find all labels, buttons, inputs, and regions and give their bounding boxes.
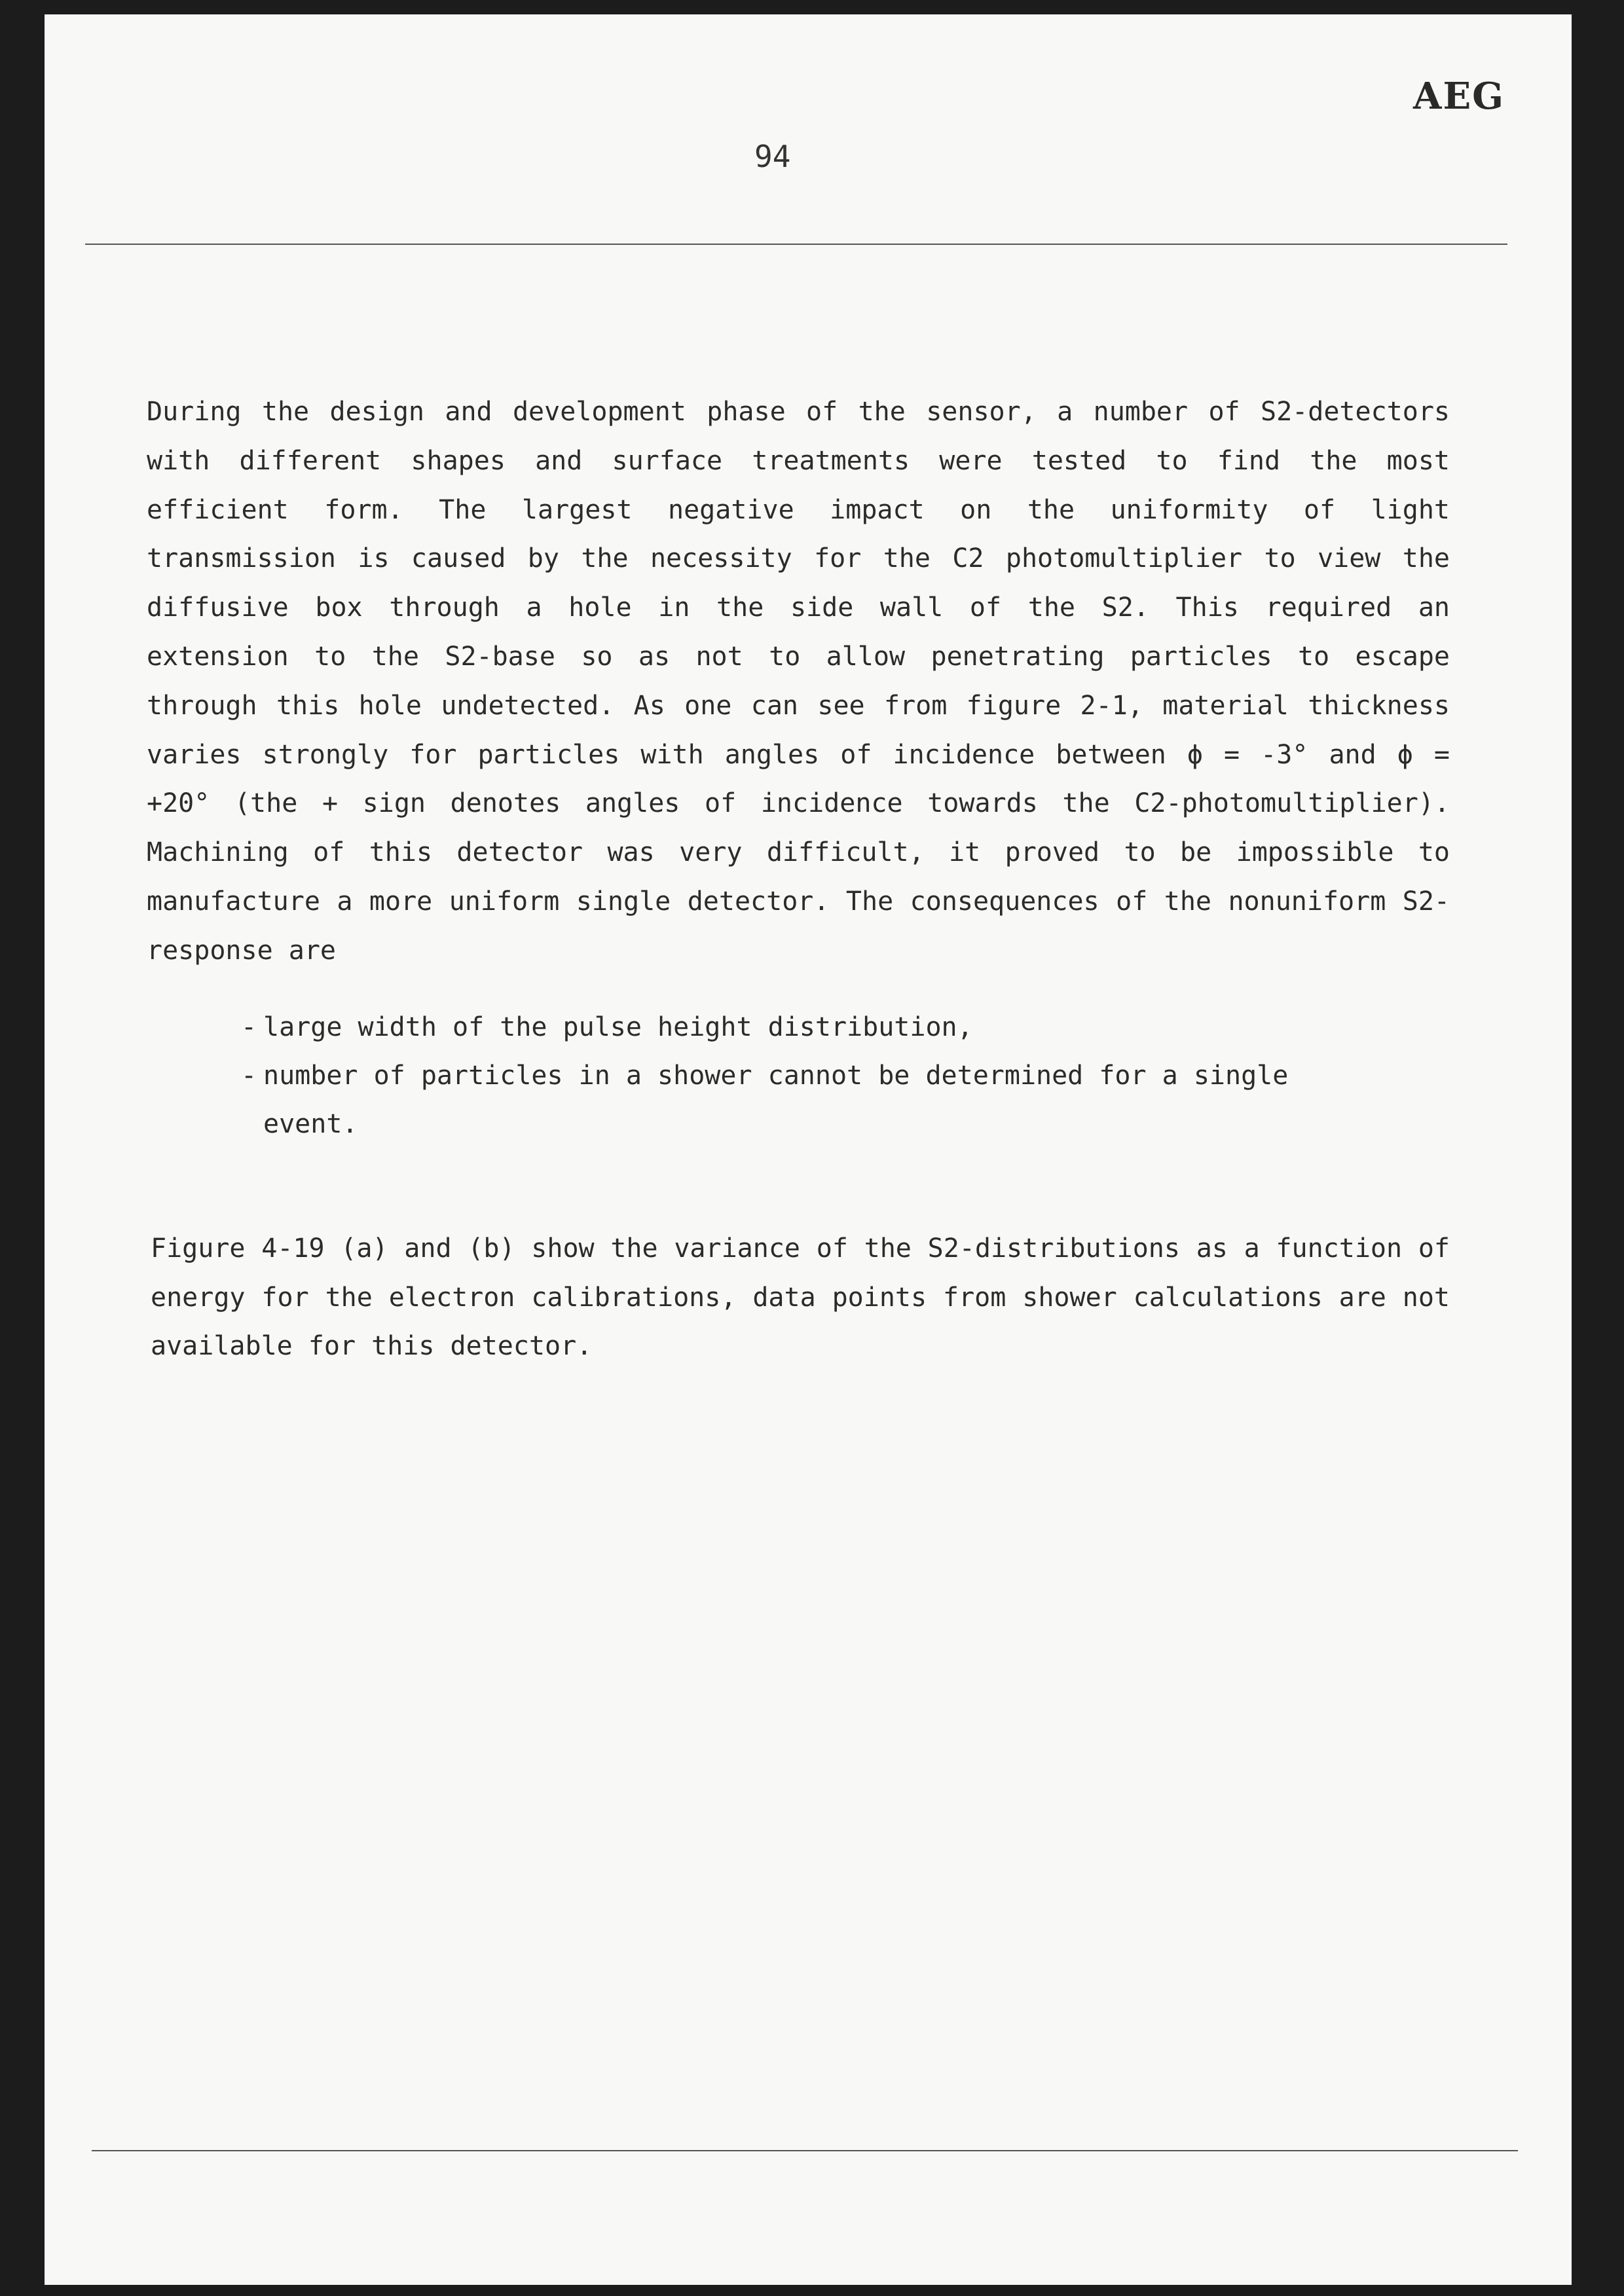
list-marker: - — [241, 1012, 257, 1042]
list-item-text: number of particles in a shower cannot be determined for a single event. — [263, 1061, 1289, 1139]
footer-divider — [92, 2150, 1518, 2151]
document-page — [45, 14, 1572, 2285]
consequence-list — [147, 1003, 1391, 1148]
page-number: 94 — [754, 139, 791, 174]
list-item-text: large width of the pulse height distribution, — [263, 1012, 973, 1042]
body-paragraph-1: During the design and development phase of the sensor, a number of S2-detectors with different shapes and surface treatments were tested to find the most efficient form. The largest negative impact on the uniformity of light transmission is caused by the necessity for the C2 photomultiplier to view the diffusive box through a hole in the side wall of the S2. This required an extension to the S2-base so as not to allow penetrating particles to escape through this hole undetected. As one can see from figure 2-1, material thickness varies strongly for particles with angles of incidence between ϕ = -3° and ϕ = +20° (the + sign denotes angles of incidence towards the C2-photomultiplier). Machining of this detector was very difficult, it proved to be impossible to manufacture a more uniform single detector. The consequences of the nonuniform S2-response are — [147, 397, 1450, 966]
list-item — [147, 1003, 1391, 1051]
header-divider — [85, 244, 1507, 245]
company-logo: AEG — [1413, 75, 1505, 118]
list-item — [147, 1051, 1391, 1148]
list-marker: - — [241, 1061, 257, 1091]
body-paragraph-2: Figure 4-19 (a) and (b) show the variance of the S2-distributions as a function of energy for the electron calibrations, data points from shower calculations are not available for this detector. — [151, 1233, 1450, 1361]
